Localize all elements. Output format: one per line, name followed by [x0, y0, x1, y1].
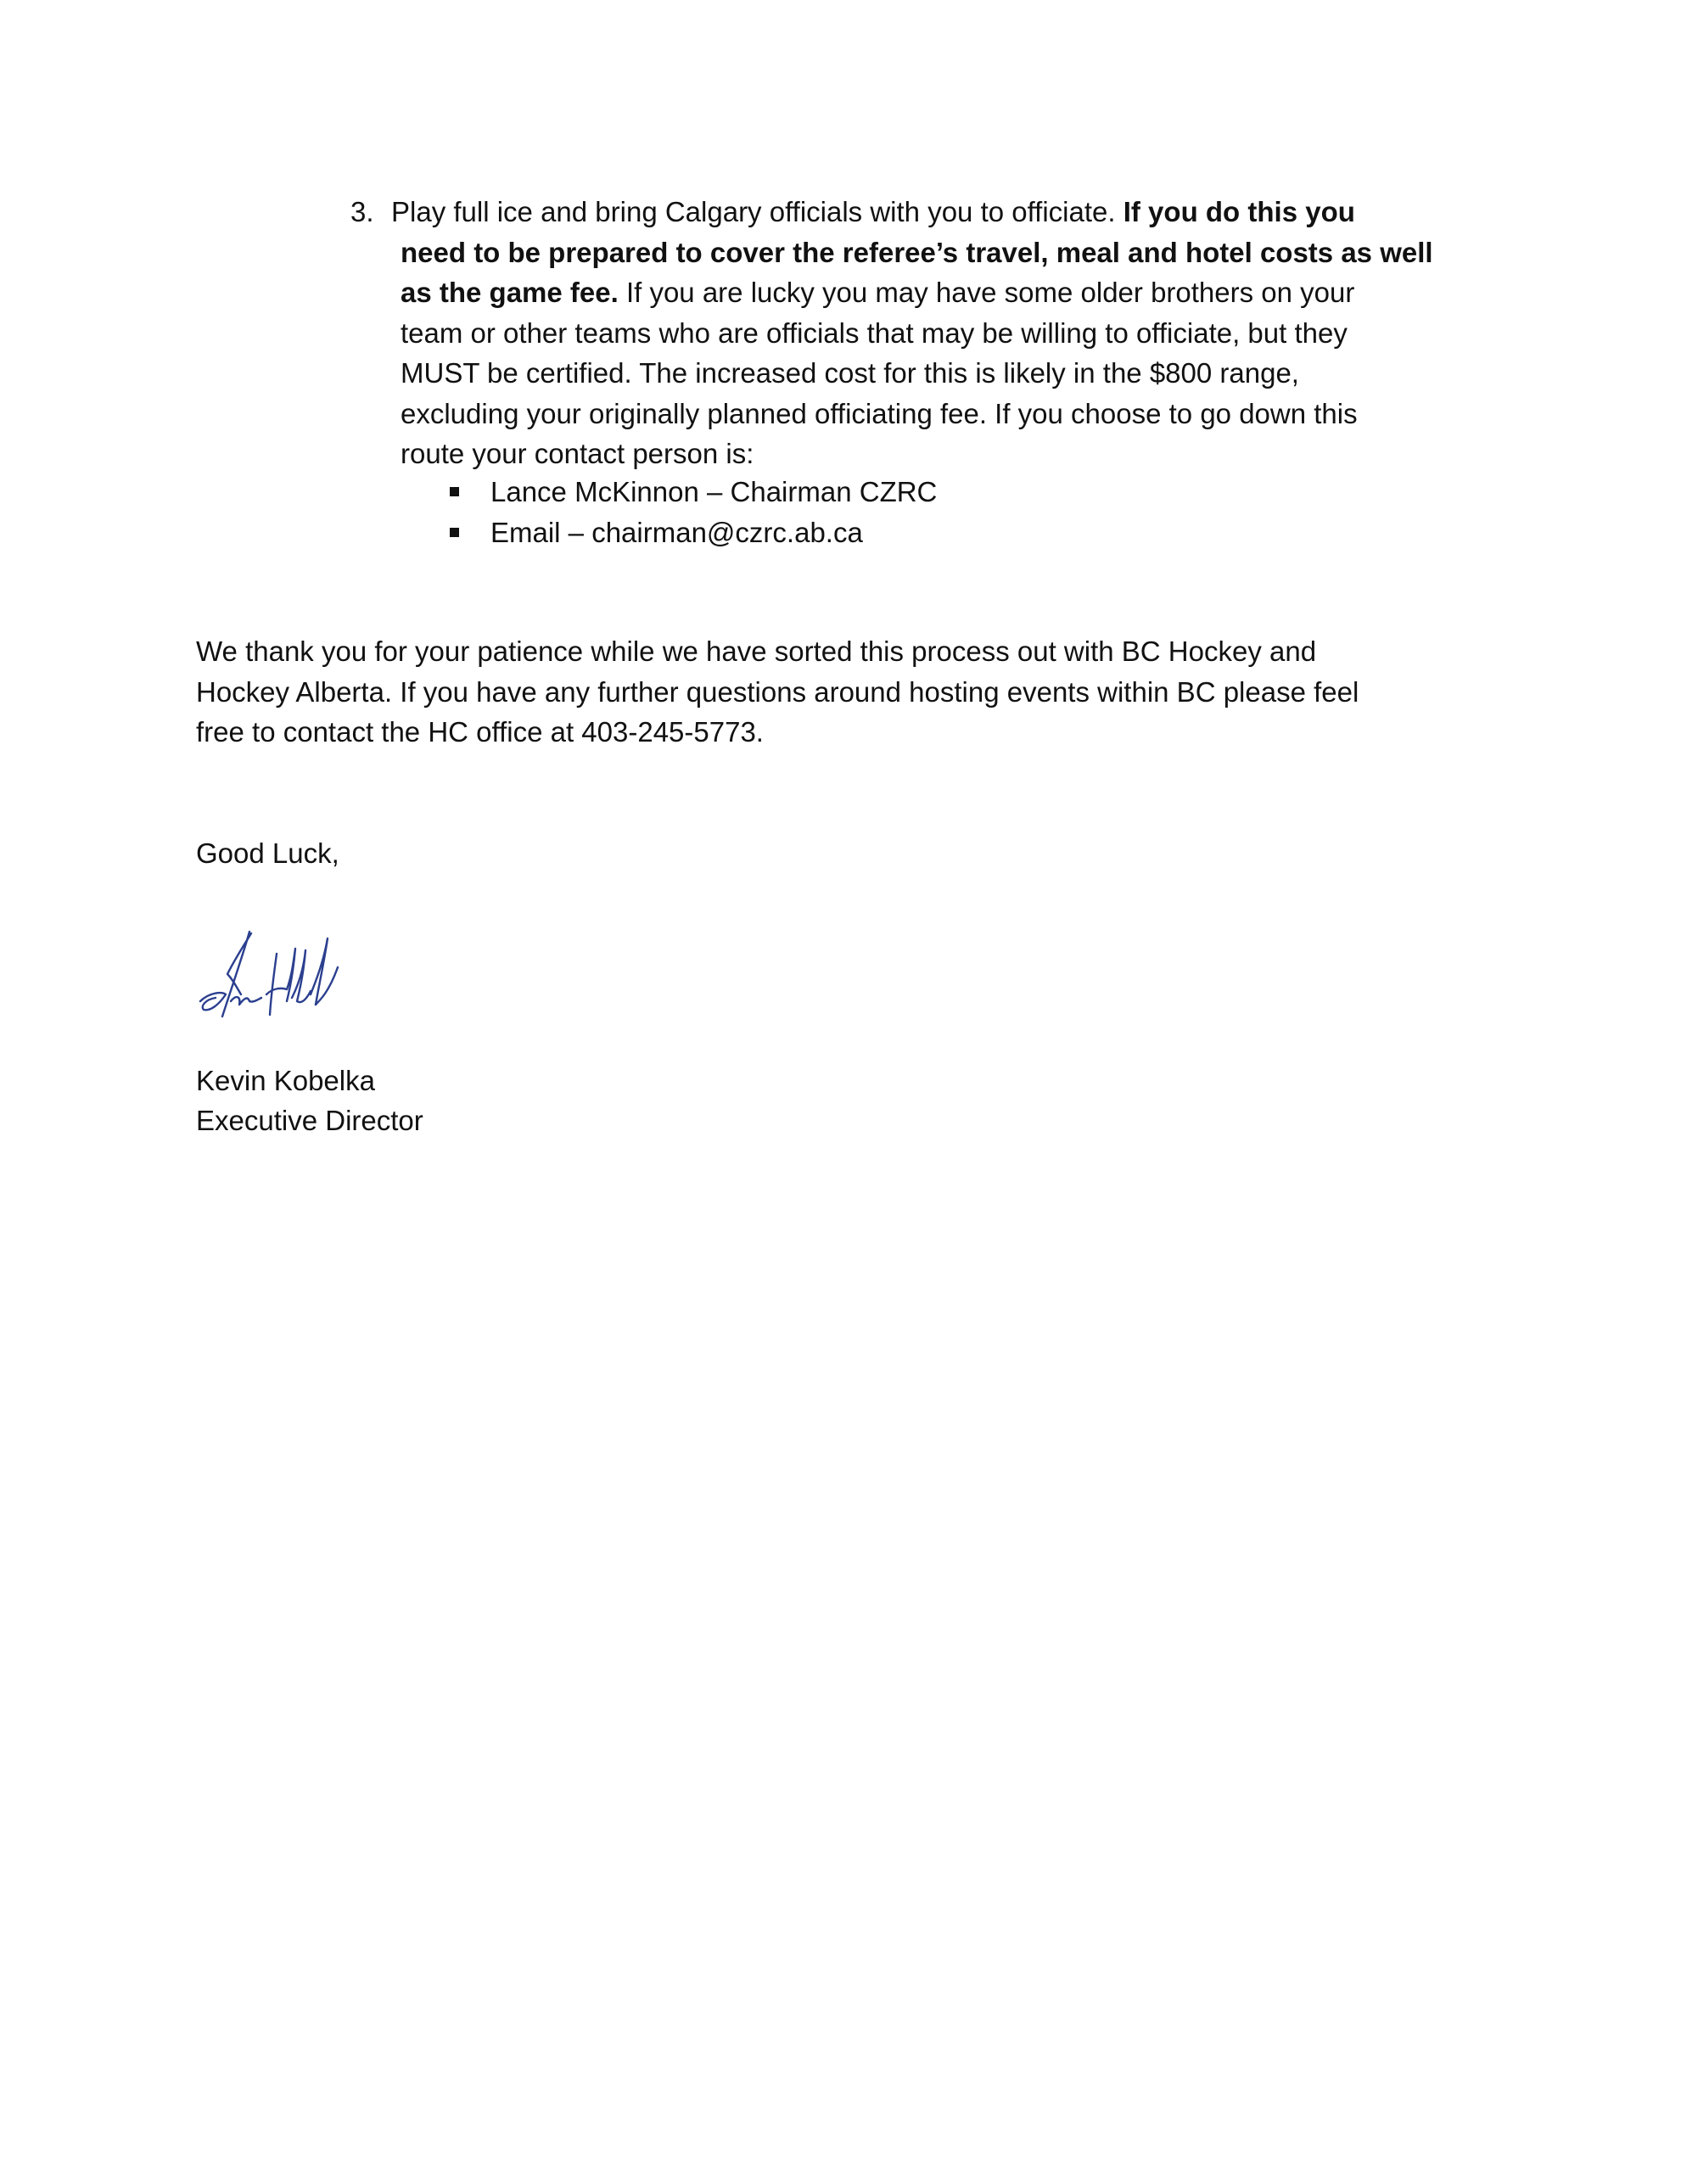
contact-email: Email – chairman@czrc.ab.ca	[490, 516, 863, 548]
list-item-text-5: route your contact person is:	[401, 438, 754, 469]
list-item-text-4: excluding your originally planned officiating fee. If you choose to go down this	[401, 397, 1358, 429]
list-item-bold-2: need to be prepared to cover the referee’s travel, meal and hotel costs as well	[401, 236, 1433, 268]
thanks-paragraph	[196, 631, 1486, 753]
signature-icon	[193, 916, 397, 1027]
list-item-bold-1: If you do this you	[1123, 196, 1355, 227]
signer-title: Executive Director	[196, 1105, 423, 1136]
bullet-square-icon	[450, 487, 459, 496]
contact-item-name	[450, 472, 937, 512]
list-item-bold-3: as the game fee.	[401, 277, 619, 308]
list-item-text-1: If you are lucky you may have some older brothers on your	[618, 277, 1355, 308]
thanks-line-3: free to contact the HC office at 403-245-5773.	[196, 716, 764, 748]
contact-name: Lance McKinnon – Chairman CZRC	[490, 476, 938, 507]
contact-item-email	[450, 512, 937, 553]
list-item-body	[391, 192, 1478, 474]
contact-list	[450, 472, 937, 552]
list-item-intro: Play full ice and bring Calgary officials with you to officiate.	[391, 196, 1123, 227]
closing-salutation: Good Luck,	[196, 837, 339, 869]
list-item-number: 3.	[350, 196, 374, 227]
thanks-line-1: We thank you for your patience while we have sorted this process out with BC Hockey and	[196, 636, 1317, 667]
signer-name: Kevin Kobelka	[196, 1065, 375, 1096]
thanks-line-2: Hockey Alberta. If you have any further questions around hosting events within BC please feel	[196, 675, 1359, 708]
list-item-text-2: team or other teams who are officials that may be willing to officiate, but they	[401, 316, 1348, 349]
bullet-square-icon	[450, 528, 459, 537]
list-item-text-3: MUST be certified. The increased cost for this is likely in the $800 range,	[401, 357, 1299, 389]
